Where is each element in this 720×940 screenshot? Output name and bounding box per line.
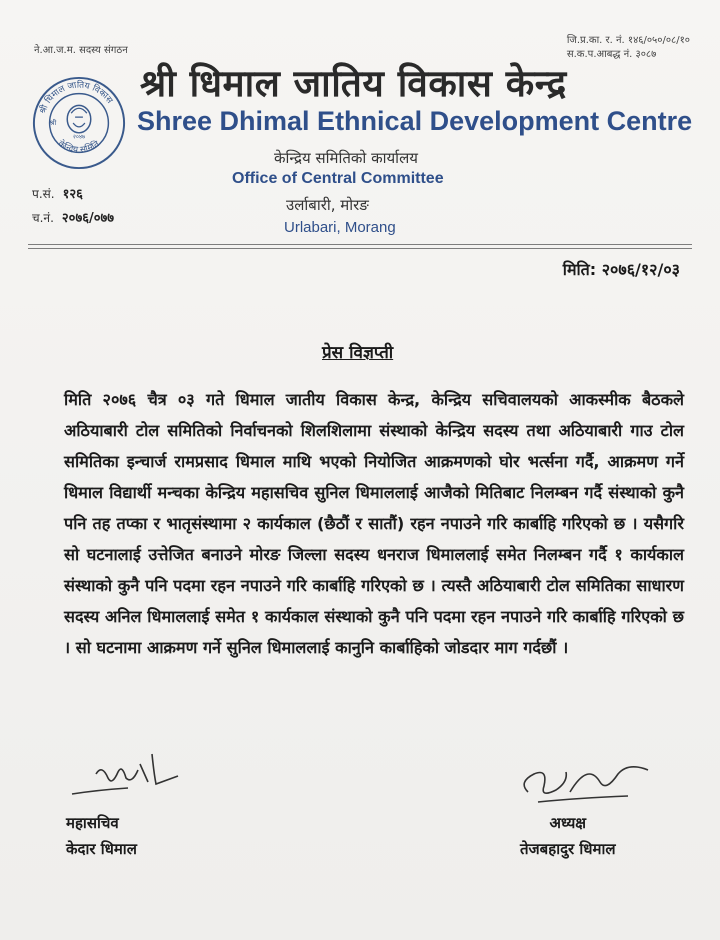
- press-release-heading: प्रेस विज्ञप्ती: [322, 343, 394, 363]
- seal-text-left: श्री: [49, 118, 57, 127]
- serial-value: १२६: [62, 187, 83, 202]
- org-title-english: Shree Dhimal Ethnical Development Centre: [137, 106, 693, 136]
- seal-year: २०४७: [72, 134, 86, 141]
- general-secretary-signature: [68, 744, 188, 804]
- seal-text-top: श्री धिमाल जातिय विकास: [38, 80, 115, 116]
- affiliation-number: स.क.प.आबद्ध नं. ३०८७: [566, 49, 657, 60]
- chairperson-signature: [508, 752, 658, 812]
- letter-date: मिति: २०७६/१२/०३: [562, 260, 680, 279]
- general-secretary-name: केदार धिमाल: [66, 840, 137, 858]
- general-secretary-block: [66, 810, 137, 862]
- address-nepali: उर्लाबारी, मोरङ: [286, 196, 369, 214]
- org-affiliation: ने.आ.ज.म. सदस्य संगठन: [34, 45, 128, 56]
- org-title-nepali: श्री धिमाल जातिय विकास केन्द्र: [140, 62, 567, 105]
- chairperson-block: [520, 810, 616, 862]
- seal-emblem-icon: [67, 105, 91, 132]
- office-nepali: केन्द्रिय समितिको कार्यालय: [274, 149, 418, 167]
- svg-text:केन्द्रिय समिति: [56, 138, 102, 155]
- chairperson-name: तेजबहादुर धिमाल: [520, 840, 616, 858]
- header-divider-secondary: [28, 248, 692, 249]
- header-divider: [28, 244, 692, 245]
- dispatch-number: [32, 208, 114, 226]
- office-english: Office of Central Committee: [232, 170, 444, 187]
- seal-text-bottom: केन्द्रिय समिति: [55, 139, 102, 156]
- serial-label: प.सं.: [32, 187, 55, 201]
- dispatch-label: च.नं.: [32, 211, 54, 225]
- letter-serial-number: [32, 184, 83, 202]
- dispatch-value: २०७६/०७७: [61, 211, 114, 226]
- registration-numbers: [567, 34, 690, 62]
- press-release-body: मिति २०७६ चैत्र ०३ गते धिमाल जातीय विकास केन्द्र, केन्द्रिय सचिवालयको आकस्मीक बैठकले अठियाबारी टोल समितिको निर्वाचनको शिलशिलामा संस्थाको केन्द्रिय सदस्य तथा अठियाबारी गाउ टोल समितिका इन्चार्ज रामप्रसाद धिमाल माथि भएको नियोजित आक्रमणको घोर भर्त्सना गर्दै, आक्रमण गर्ने धिमाल विद्यार्थी मन्चका केन्द्रिय महासचिव सुनिल धिमाललाई आजैको मितिबाट निलम्बन गर्दै संस्थाको कुनै पनि तह तप्का र भातृसंस्थामा २ कार्यकाल (छैठौं र सातौं) रहन नपाउने गरि कार्बाहि गरिएको छ । यसैगरि सो घटनालाई उत्तेजित बनाउने मोरङ जिल्ला सदस्य धनराज धिमाललाई समेत निलम्बन गर्दै १ कार्यकाल संस्थाको कुनै पनि पदमा रहन नपाउने गरि कार्बाहि गरिएको छ । त्यस्तै अठियाबारी टोल समितिका साधारण सदस्य अनिल धिमाललाई समेत १ कार्यकाल संस्थाको कुनै पनि पदमा रहन नपाउने गरि कार्बाहि गरिएको छ । सो घटनामा आक्रमण गर्ने सुनिल धिमाललाई कानुनि कार्बाहिको जोडदार माग गर्दछौं ।: [64, 390, 684, 657]
- chairperson-title: अध्यक्ष: [549, 814, 587, 832]
- address-english: Urlabari, Morang: [284, 219, 396, 236]
- general-secretary-title: महासचिव: [66, 814, 119, 832]
- registration-number: जि.प्र.का. र. नं. १४६/०५०/०८/१०: [566, 35, 690, 46]
- organization-seal: [30, 74, 128, 172]
